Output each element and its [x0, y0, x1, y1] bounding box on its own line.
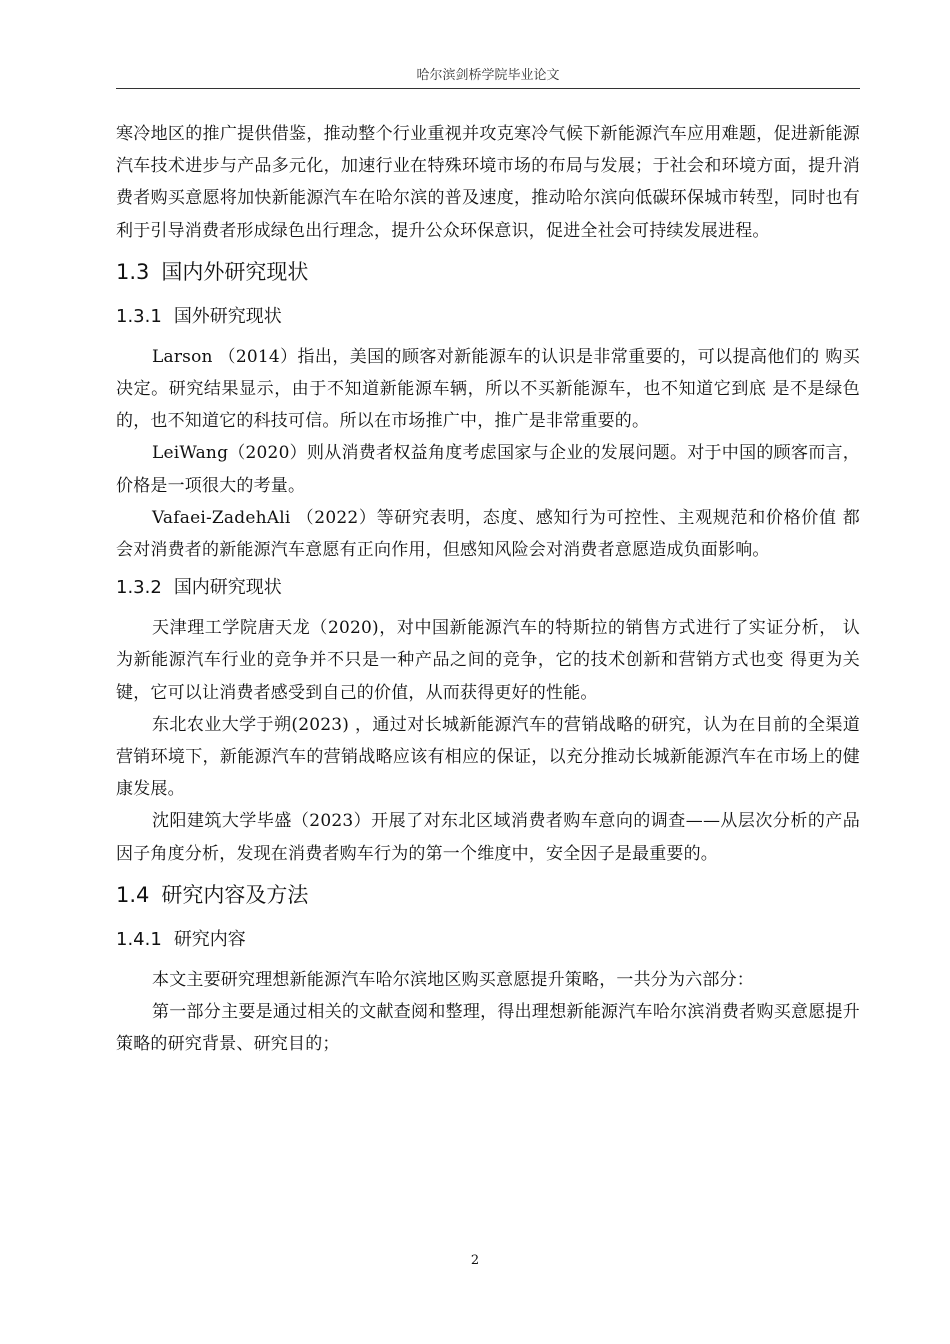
paragraph-vafaei: Vafaei-ZadehAli （2022）等研究表明，态度、感知行为可控性、主观规范和价格价值 都会对消费者的新能源汽车意愿有正向作用，但感知风险会对消费者意愿造成负面影响。 — [116, 507, 860, 561]
heading-1-3-2 — [116, 570, 860, 606]
paragraph-intro: 寒冷地区的推广提供借鉴，推动整个行业重视并攻克寒冷气候下新能源汽车应用难题，促进新能源汽车技术进步与产品多元化，加速行业在特殊环境市场的布局与发展；于社会和环境方面，提升消费者购买意愿将加快新能源汽车在哈尔滨的普及速度，推动哈尔滨向低碳环保城市转型，同时也有利于引导消费者形成绿色出行理念，提升公众环保意识，促进全社会可持续发展进程。 — [116, 124, 860, 241]
heading-number: 1.4.1 — [116, 928, 162, 950]
paragraph-yu: 东北农业大学于朔(2023) ，通过对长城新能源汽车的营销战略的研究，认为在目前的全渠道营销环境下，新能源汽车的营销战略应该有相应的保证，以充分推动长城新能源汽车在市场上的健康发展。 — [116, 714, 860, 800]
heading-title: 国外研究现状 — [173, 305, 282, 327]
page-number: 2 — [470, 1253, 480, 1268]
paragraph-bi: 沈阳建筑大学毕盛（2023）开展了对东北区域消费者购车意向的调查——从层次分析的产品因子角度分析，发现在消费者购车行为的第一个维度中，安全因子是最重要的。 — [116, 811, 860, 864]
paragraph-larson: Larson （2014）指出，美国的顾客对新能源车的认识是非常重要的，可以提高他们的 购买决定。研究结果显示，由于不知道新能源车辆，所以不买新能源车，也不知道它到底 是不是绿色的，也不知道它的科技可信。所以在市场推广中，推广是非常重要的。 — [116, 346, 860, 432]
heading-number: 1.3.2 — [116, 577, 162, 599]
paragraph-part1: 第一部分主要是通过相关的文献查阅和整理，得出理想新能源汽车哈尔滨消费者购买意愿提升策略的研究背景、研究目的； — [116, 1002, 860, 1055]
paragraph-leiwang: LeiWang（2020）则从消费者权益角度考虑国家与企业的发展问题。对于中国的顾客而言，价格是一项很大的考量。 — [116, 443, 860, 496]
heading-title: 研究内容及方法 — [161, 882, 309, 907]
heading-number: 1.3 — [116, 259, 150, 284]
heading-number: 1.4 — [116, 882, 150, 907]
heading-1-3 — [116, 253, 860, 291]
heading-1-3-1 — [116, 299, 860, 335]
paragraph-content: 本文主要研究理想新能源汽车哈尔滨地区购买意愿提升策略，一共分为六部分： — [152, 969, 754, 990]
heading-1-4 — [116, 876, 860, 914]
heading-title: 国内研究现状 — [173, 577, 282, 599]
header-divider — [116, 88, 860, 89]
heading-title: 研究内容 — [173, 928, 246, 950]
page-header: 哈尔滨剑桥学院毕业论文 — [416, 68, 560, 83]
heading-1-4-1 — [116, 922, 860, 958]
paragraph-tang: 天津理工学院唐天龙（2020)，对中国新能源汽车的特斯拉的销售方式进行了实证分析， 认为新能源汽车行业的竞争并不只是一种产品之间的竞争，它的技术创新和营销方式也变 得更为关键，它可以让消费者感受到自己的价值，从而获得更好的性能。 — [116, 618, 860, 703]
heading-number: 1.3.1 — [116, 305, 162, 327]
heading-title: 国内外研究现状 — [161, 259, 309, 284]
page-body — [116, 118, 860, 1060]
